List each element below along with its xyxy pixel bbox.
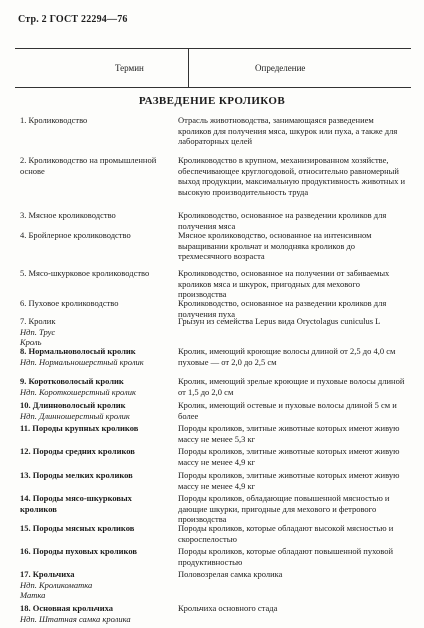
definition-cell: Кролиководство в крупном, механизированном хозяйстве, обеспечивающее круглогодовой, относительно равномерный выход продукции, максимальную продуктивность животных и высокую производительность труда — [178, 155, 405, 197]
definition-cell: Отрасль животноводства, занимающаяся разведением кроликов для получения мяса, шкурок или пуха, а также для лабораторных целей — [178, 115, 398, 146]
term-cell — [20, 603, 170, 624]
term-cell — [20, 115, 170, 126]
term-text: 8. Нормальноволосый кролик — [20, 346, 136, 356]
ndp-text: Ндп. Длинношерстный кролик — [20, 410, 130, 421]
term-text: 2. Кролиководство на промышленной основе — [20, 155, 157, 176]
term-cell: 12. Породы средних кроликов — [20, 446, 135, 456]
definition-cell: Породы кроликов, обладающие повышенной мясностью и дающие шкурки, пригодные для мехового и фетрового производства — [178, 493, 390, 524]
column-header-term: Термин — [115, 63, 144, 73]
definition-cell: Кролиководство, основанное на разведении кроликов для получения пуха — [178, 298, 387, 319]
term-cell: 15. Породы мясных кроликов — [20, 523, 135, 533]
definition-cell: Кролик, имеющий кроющие волосы длиной от 2,5 до 4,0 см пуховые — от 2,0 до 2,5 см — [178, 346, 396, 367]
term-text: 1. Кролиководство — [20, 115, 88, 125]
definition-cell: Кролик, имеющий зрелые кроющие и пуховые волосы длиной от 1,5 до 2,0 см — [178, 376, 405, 397]
definition-cell: Кролиководство, основанное на получении от забиваемых кроликов мяса и шкурок, пригодных для мехового производства — [178, 268, 390, 299]
term-text: 17. Крольчиха — [20, 569, 75, 579]
definition-cell: Кролиководство, основанное на разведении кроликов для получения мяса — [178, 210, 387, 231]
term-cell — [20, 230, 170, 241]
column-header-definition: Определение — [255, 63, 306, 73]
definition-cell: Половозрелая самка кролика — [178, 569, 283, 579]
definition-cell: Породы кроликов, элитные животные которых имеют живую массу не менее 5,3 кг — [178, 423, 400, 444]
term-cell: 11. Породы крупных кроликов — [20, 423, 139, 433]
term-cell — [20, 210, 170, 221]
table-header — [15, 48, 411, 88]
definition-cell: Мясное кролиководство, основанное на интенсивном выращивании крольчат и молодняка кроликов до трехмесячного возраста — [178, 230, 372, 261]
term-cell: 13. Породы мелких кроликов — [20, 470, 133, 480]
term-cell — [20, 346, 170, 367]
section-title: РАЗВЕДЕНИЕ КРОЛИКОВ — [138, 95, 286, 107]
term-text: 5. Мясо-шкурковое кролиководство — [20, 268, 150, 278]
term-text: 6. Пуховое кролиководство — [20, 298, 119, 308]
term-text: 10. Длинноволосый кролик — [20, 400, 126, 410]
ndp-text: Ндп. Кроликоматка — [20, 579, 93, 590]
definition-cell: Крольчиха основного стада — [178, 603, 278, 613]
term-text: 3. Мясное кролиководство — [20, 210, 116, 220]
term-cell: 14. Породы мясо-шкурковых кроликов — [20, 493, 132, 514]
term-cell — [20, 268, 170, 279]
ndp-text: Ндп. Трус — [20, 326, 56, 337]
term-cell — [20, 316, 170, 348]
term-cell — [20, 376, 170, 397]
term-text: 4. Бройлерное кролиководство — [20, 230, 131, 240]
extra-text: Матка — [20, 590, 46, 600]
term-text: 18. Основная крольчиха — [20, 603, 113, 613]
term-cell: 16. Породы пуховых кроликов — [20, 546, 137, 556]
definition-cell: Породы кроликов, элитные животные которых имеют живую массу не менее 4,9 кг — [178, 470, 400, 491]
term-cell — [20, 569, 170, 601]
page-header: Стр. 2 ГОСТ 22294—76 — [18, 14, 128, 25]
ndp-text: Ндп. Нормальношерстный кролик — [20, 356, 144, 367]
definition-cell: Грызун из семейства Lepus вида Oryctolagus cuniculus L — [178, 316, 381, 326]
column-divider — [188, 49, 189, 87]
term-cell — [20, 155, 170, 176]
term-cell — [20, 298, 170, 309]
definition-cell: Кролик, имеющий остевые и пуховые волосы длиной 5 см и более — [178, 400, 397, 421]
term-cell — [20, 400, 170, 421]
definition-cell: Породы кроликов, которые обладают повышенной пуховой продуктивностью — [178, 546, 394, 567]
definition-cell: Породы кроликов, которые обладают высокой мясностью и скороспелостью — [178, 523, 394, 544]
ndp-text: Ндп. Штатная самка кролика — [20, 613, 131, 624]
definition-cell: Породы кроликов, элитные животные которых имеют живую массу не менее 4,9 кг — [178, 446, 400, 467]
extra-text: Кроль — [20, 337, 42, 347]
term-text: 9. Коротковолосый кролик — [20, 376, 124, 386]
ndp-text: Ндп. Короткошерстный кролик — [20, 386, 136, 397]
term-text: 7. Кролик — [20, 316, 56, 326]
